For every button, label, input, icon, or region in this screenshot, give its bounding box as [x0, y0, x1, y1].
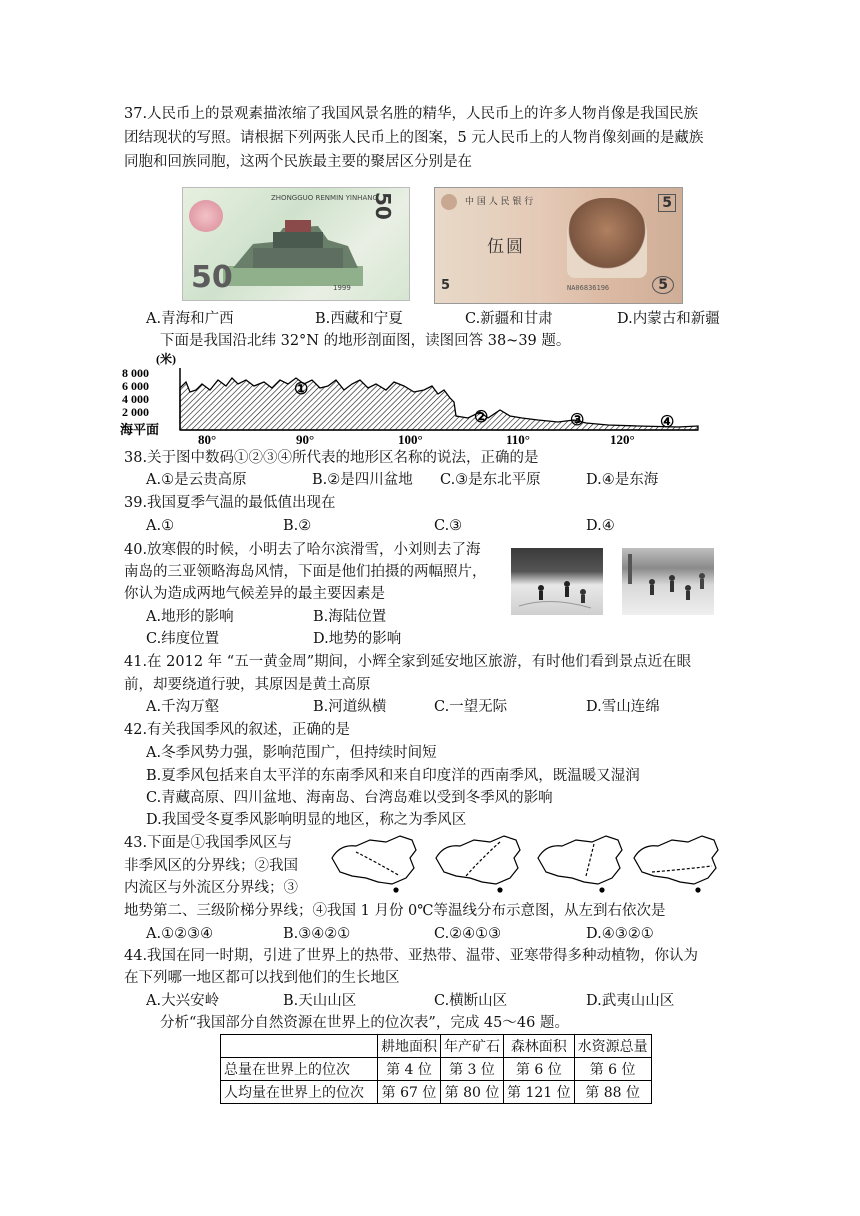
q37-option-a[interactable]: A.青海和广西 [146, 311, 234, 327]
q44-line1: 44.我国在同一时期，引进了世界上的热带、亚热带、温带、亚寒带得多种动植物，你认为 [124, 948, 699, 964]
q42-option-c[interactable]: C.青藏高原、四川盆地、海南岛、台湾岛难以受到冬季风的影响 [146, 790, 553, 806]
profile-mark-1: ① [294, 381, 309, 398]
intro-45-46: 分析“我国部分自然资源在世界上的位次表”，完成 45～46 题。 [160, 1015, 569, 1031]
q43-option-a[interactable]: A.①②③④ [146, 926, 214, 942]
note50-denom: 50 [191, 260, 233, 295]
q39-option-a[interactable]: A.① [146, 518, 175, 534]
q44-option-a[interactable]: A.大兴安岭 [146, 993, 220, 1009]
q41-option-c[interactable]: C.一望无际 [434, 699, 508, 715]
q43-option-c[interactable]: C.②④①③ [434, 926, 502, 942]
china-map-2 [436, 836, 520, 892]
note5-serial: NA06836196 [567, 284, 610, 292]
q38-option-a[interactable]: A.①是云贵高原 [146, 472, 247, 488]
profile-ytick-6000: 6 000 [122, 379, 149, 393]
table-cell: 第 6 位 [504, 1058, 575, 1081]
table-cell: 第 121 位 [504, 1081, 575, 1104]
q40-option-a[interactable]: A.地形的影响 [146, 609, 234, 625]
profile-mark-3: ③ [570, 412, 585, 429]
q38-option-c[interactable]: C.③是东北平原 [440, 472, 541, 488]
ski-photo [511, 548, 603, 615]
terrain-profile-figure [118, 350, 718, 446]
q40-line1: 40.放寒假的时候，小明去了哈尔滨滑雪，小刘则去了海 [124, 542, 481, 558]
terrain-profile-shape [180, 378, 698, 430]
note50-year: 1999 [333, 284, 351, 292]
q44-option-b[interactable]: B.天山山区 [283, 993, 357, 1009]
profile-sea-level: 海平面 [120, 422, 160, 437]
china-map-1 [332, 836, 416, 892]
q37-line3: 同胞和回族同胞，这两个民族最主要的聚居区分别是在 [124, 154, 472, 170]
banknote-50-image [182, 187, 410, 301]
profile-xtick-110: 110° [506, 432, 530, 446]
table-header-cell: 年产矿石 [441, 1035, 504, 1058]
q42-option-d[interactable]: D.我国受冬夏季风影响明显的地区，称之为季风区 [146, 812, 467, 828]
resource-rank-table [220, 1034, 652, 1104]
q41-line2: 前，却要绕道行驶，其原因是黄土高原 [124, 677, 371, 693]
table-header-row [221, 1035, 652, 1058]
table-header-cell: 森林面积 [504, 1035, 575, 1058]
china-map-3 [538, 836, 622, 892]
q40-line2: 南岛的三亚领略海岛风情，下面是他们拍摄的两幅照片， [124, 564, 487, 580]
profile-ytick-8000: 8 000 [122, 366, 149, 380]
profile-xtick-90: 90° [296, 432, 315, 446]
q40-line3: 你认为造成两地气候差异的最主要因素是 [124, 586, 385, 602]
q44-line2: 在下列哪一地区都可以找到他们的生长地区 [124, 970, 400, 986]
table-header-cell: 水资源总量 [574, 1035, 651, 1058]
profile-ytick-2000: 2 000 [122, 405, 149, 419]
table-cell: 第 6 位 [574, 1058, 651, 1081]
q43-line1: 43.下面是①我国季风区与 [124, 835, 293, 851]
note5-bank-name: 中 国 人 民 银 行 [465, 197, 534, 207]
profile-unit: (米) [156, 352, 176, 366]
q43-option-b[interactable]: B.③④②① [283, 926, 351, 942]
q44-option-c[interactable]: C.横断山区 [434, 993, 508, 1009]
q40-option-d[interactable]: D.地势的影响 [313, 631, 402, 647]
q42-option-b[interactable]: B.夏季风包括来自太平洋的东南季风和来自印度洋的西南季风，既温暖又湿润 [146, 768, 640, 784]
q37-line2: 团结现状的写照。请根据下列两张人民币上的图案，5 元人民币上的人物肖像刻画的是藏族 [124, 130, 704, 146]
note50-denom-vertical: 50 [371, 192, 395, 220]
table-cell: 第 80 位 [441, 1081, 504, 1104]
note5-corner-denom: 5 [658, 194, 676, 212]
note50-emblem [189, 200, 223, 232]
table-cell: 第 67 位 [378, 1081, 441, 1104]
potala-palace-picture [223, 206, 363, 286]
beach-photo [622, 548, 714, 615]
q37-option-b[interactable]: B.西藏和宁夏 [315, 311, 403, 327]
profile-xtick-80: 80° [198, 432, 217, 446]
note5-denom-cn: 伍圆 [487, 237, 525, 257]
table-cell: 第 88 位 [574, 1081, 651, 1104]
q38-stem: 38.关于图中数码①②③④所代表的地形区名称的说法，正确的是 [124, 450, 539, 466]
q44-option-d[interactable]: D.武夷山山区 [586, 993, 675, 1009]
table-row [221, 1058, 652, 1081]
q40-option-c[interactable]: C.纬度位置 [146, 631, 220, 647]
china-map-4 [634, 836, 718, 892]
banknote-5-image [434, 187, 683, 304]
q43-line4: 地势第二、三级阶梯分界线；④我国 1 月份 0℃等温线分布示意图，从左到右依次是 [124, 903, 666, 919]
profile-xtick-100: 100° [398, 432, 423, 446]
table-header-cell [221, 1035, 378, 1058]
china-maps-strip [326, 832, 722, 896]
profile-mark-2: ② [474, 409, 489, 426]
note5-bottom-denom: 5 [441, 278, 451, 293]
table-cell: 第 3 位 [441, 1058, 504, 1081]
table-header-cell: 耕地面积 [378, 1035, 441, 1058]
table-row [221, 1081, 652, 1104]
intro-38-39: 下面是我国沿北纬 32°N 的地形剖面图，读图回答 38~39 题。 [160, 333, 571, 349]
q43-option-d[interactable]: D.④③②① [586, 926, 654, 942]
table-row-header: 人均量在世界上的位次 [221, 1081, 378, 1104]
q41-option-a[interactable]: A.千沟万壑 [146, 699, 220, 715]
q43-line2: 非季风区的分界线；②我国 [124, 858, 298, 874]
profile-ytick-4000: 4 000 [122, 392, 149, 406]
note50-pinyin: ZHONGGUO RENMIN YINHANG [271, 194, 378, 202]
table-row-header: 总量在世界上的位次 [221, 1058, 378, 1081]
q39-option-c[interactable]: C.③ [434, 518, 463, 534]
q43-line3: 内流区与外流区分界线；③ [124, 880, 298, 896]
q37-line1: 37.人民币上的景观素描浓缩了我国风景名胜的精华，人民币上的许多人物肖像是我国民族 [124, 106, 699, 122]
table-cell: 第 4 位 [378, 1058, 441, 1081]
portrait-figures [567, 198, 647, 278]
q42-option-a[interactable]: A.冬季风势力强，影响范围广，但持续时间短 [146, 745, 437, 761]
q38-option-b[interactable]: B.②是四川盆地 [312, 472, 413, 488]
q42-stem: 42.有关我国季风的叙述，正确的是 [124, 722, 351, 738]
q41-line1: 41.在 2012 年 “五一黄金周”期间，小辉全家到延安地区旅游，有时他们看到景点近在眼 [124, 654, 692, 670]
note5-bottom-right-denom: 5 [652, 276, 674, 294]
national-emblem-icon [441, 194, 457, 210]
q41-option-b[interactable]: B.河道纵横 [313, 699, 387, 715]
q37-option-d[interactable]: D.内蒙古和新疆 [617, 311, 720, 327]
q38-option-d[interactable]: D.④是东海 [586, 472, 659, 488]
q41-option-d[interactable]: D.雪山连绵 [586, 699, 660, 715]
q39-stem: 39.我国夏季气温的最低值出现在 [124, 495, 336, 511]
q39-option-d[interactable]: D.④ [586, 518, 615, 534]
q40-option-b[interactable]: B.海陆位置 [313, 609, 387, 625]
q37-option-c[interactable]: C.新疆和甘肃 [465, 311, 553, 327]
profile-mark-4: ④ [660, 414, 675, 431]
profile-xtick-120: 120° [610, 432, 635, 446]
q39-option-b[interactable]: B.② [283, 518, 312, 534]
